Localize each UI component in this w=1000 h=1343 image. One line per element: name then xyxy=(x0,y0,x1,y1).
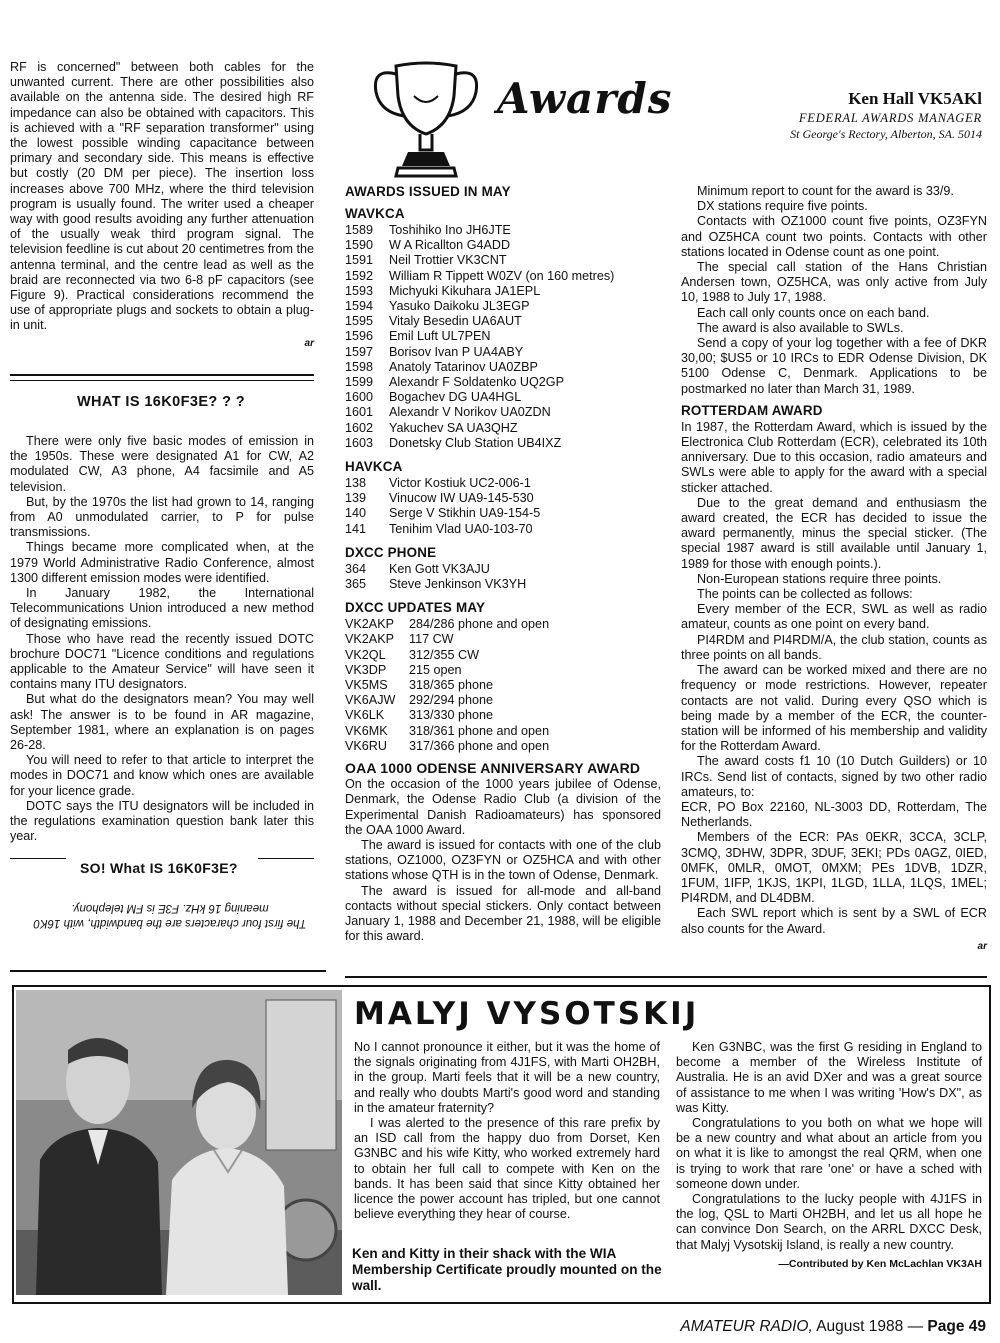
author-name: Ken Hall VK5AKl xyxy=(848,89,982,108)
list-item-value: Tenihim Vlad UA0-103-70 xyxy=(389,521,533,536)
list-item xyxy=(345,491,540,506)
list-item xyxy=(345,345,614,360)
list-item xyxy=(345,238,614,253)
list-item-key: VK2AKP xyxy=(345,617,395,632)
page-footer xyxy=(680,1318,986,1336)
list-item xyxy=(345,436,614,451)
list-item-value: Neil Trottier VK3CNT xyxy=(389,253,507,268)
list-item-key: 1591 xyxy=(345,253,374,268)
list-item-value: Alexandr V Norikov UA0ZDN xyxy=(389,405,551,420)
list-item-key: 1595 xyxy=(345,314,374,329)
list-item-key: 1592 xyxy=(345,268,374,283)
list-item-key: VK6LK xyxy=(345,708,385,723)
list-item xyxy=(345,562,526,577)
list-item-value: Toshihiko Ino JH6JTE xyxy=(389,223,511,237)
list-item xyxy=(345,708,549,723)
list-item-value: 215 open xyxy=(409,662,462,677)
list-item xyxy=(345,522,540,537)
list-item xyxy=(345,360,614,375)
list-item xyxy=(345,314,614,329)
middle-column xyxy=(345,180,661,944)
byline xyxy=(790,88,982,142)
list-item-value: 313/330 phone xyxy=(409,708,494,723)
list-item xyxy=(345,223,614,238)
paragraph: In January 1982, the International Telecommunications Union introduced a new method of designating emissions. xyxy=(10,586,314,631)
list-item-key: 1596 xyxy=(345,329,374,344)
paragraph: The special call station of the Hans Christian Andersen town, OZ5HCA, was only active from July 10, 1988 to July 17, 1988. xyxy=(681,260,987,305)
list-item-value: 318/361 phone and open xyxy=(409,723,550,738)
list-item xyxy=(345,724,549,739)
paragraph: But what do the designators mean? You may well ask! The answer is to be found in AR magazine, September 1981, where an explanation is on pages 26-28. xyxy=(10,692,314,753)
author-title: FEDERAL AWARDS MANAGER xyxy=(798,111,982,125)
list-item-key: 365 xyxy=(345,577,367,592)
paragraph: Congratulations to the lucky people with 4J1FS in the log, QSL to Marti OH2BH, and let us all hope he can convince Don Search, on the ARRL DXCC Desk, that Malyj Vysotskij Island, is really a new country. xyxy=(676,1192,982,1252)
paragraph: Congratulations to you both on what we hope will be a new country and what about an article from you on what it is like to amongst the real QRM, when one is trying to work that rare 'one' or have a sched with someone down under. xyxy=(676,1116,982,1191)
paragraph: Send a copy of your log together with a fee of DKR 30,00; $US5 or 10 IRCs to EDR Odense Division, DK 5100 Odense C, Denmark. Applications to be postmarked no later than March 31, 1989. xyxy=(681,336,987,396)
list-item-value: 312/355 CW xyxy=(409,647,480,662)
paragraph: No I cannot pronounce it either, but it was the home of the signals originating from 4J1FS, with Marti OH2BH, in the group. Marti feels that it will be a new country, and really who doubts Marti's good word and standing in the amateur fraternity? xyxy=(354,1040,660,1115)
divider xyxy=(345,976,987,978)
list-item-key: 139 xyxy=(345,491,367,506)
list-item xyxy=(345,739,549,754)
list-item-value: Steve Jenkinson VK3YH xyxy=(389,577,527,592)
paragraph: The award is also available to SWLs. xyxy=(697,320,904,335)
paragraph: Contacts with OZ1000 count five points, OZ3FYN and OZ5HCA count two points. Contacts with other stations located in Odense count as one point. xyxy=(681,214,987,259)
paragraph: But, by the 1970s the list had grown to 14, ranging from A0 unmodulated carrier, to P for pulse transmissions. xyxy=(10,494,314,540)
photo-caption: Ken and Kitty in their shack with the WIA Membership Certificate proudly mounted on the wall. xyxy=(352,1246,662,1294)
list-item xyxy=(345,506,540,521)
list-item-value: Yakuchev SA UA3QHZ xyxy=(389,420,518,435)
list-item xyxy=(345,476,540,491)
paragraph: The points can be collected as follows: xyxy=(697,587,913,602)
divider xyxy=(10,858,66,859)
dxcc-phone-list xyxy=(345,562,526,592)
issue-date: August 1988 — xyxy=(816,1318,924,1335)
paragraph: Ken G3NBC, was the first G residing in England to become a member of the Wireless Institute of Australia. He is an avid DXer and was a great source of assistance to me when I was writing 'How's DX", as was Kitty. xyxy=(676,1040,982,1115)
list-item-value: Yasuko Daikoku JL3EGP xyxy=(389,299,530,314)
paragraph: Those who have read the recently issued DOTC brochure DOC71 "Licence conditions and regulations applicable to the Amateur Service" will have seen it contains many ITU designators. xyxy=(10,631,314,692)
paragraph: Each SWL report which is sent by a SWL of ECR also counts for the Award. xyxy=(681,906,987,936)
end-mark: ar xyxy=(977,940,987,952)
list-item-value: Serge V Stikhin UA9-154-5 xyxy=(389,506,541,521)
list-item-value: 284/286 phone and open xyxy=(409,617,550,632)
list-item-value: Vinucow IW UA9-145-530 xyxy=(389,491,534,506)
page-number: Page 49 xyxy=(927,1318,986,1335)
right-column xyxy=(681,184,987,954)
list-item-key: 1597 xyxy=(345,344,374,359)
list-item-key: 1600 xyxy=(345,390,374,405)
malyj-column-1 xyxy=(354,1040,660,1222)
list-item xyxy=(345,617,549,632)
list-item-value: Emil Luft UL7PEN xyxy=(389,329,491,344)
continued-article-text: RF is concerned" between both cables for the unwanted current. There are other possibilities also available on the antenna side. The desired high RF impedance can also be obtained with capacitors. This is achieved with a "RF separation transformer" using the lowest possible winding capacitance between primary and secondary side. This means is effective but costly (20 DM per piece). The insertion loss increases above 700 MHz, where the third television program is usually found. The writer used a cheaper way with good results avoiding any further attenuation of the usually weak third program signal. The television feedline is cut about 20 centimetres from the antenna terminal, and the centre lead as well as the braid are reconnected via two 6-8 pF capacitors (see Figure 9). Practical considerations recommend the use of appropriate plugs and sockets to obtain a plug-in unit. xyxy=(10,60,314,333)
list-item-value: William R Tippett W0ZV (on 160 metres) xyxy=(389,268,615,283)
list-item-key: 1598 xyxy=(345,359,374,374)
list-item-value: 317/366 phone and open xyxy=(409,738,550,753)
list-item-key: 141 xyxy=(345,521,367,536)
list-item xyxy=(345,375,614,390)
paragraph: Things became more complicated when, at the 1979 World Administrative Radio Conference, almost 1300 different emission modes were identified. xyxy=(10,540,314,585)
paragraph: ECR, PO Box 22160, NL-3003 DD, Rotterdam, The Netherlands. xyxy=(681,799,987,830)
list-item xyxy=(345,329,614,344)
paragraph: In 1987, the Rotterdam Award, which is issued by the Electronica Club Rotterdam (ECR), celebrated its 10th anniversary. Due to this occasion, radio amateurs and SWLs were able to apply for the award with a special sticker attached. xyxy=(681,419,987,495)
list-item xyxy=(345,577,526,592)
list-item xyxy=(345,284,614,299)
havkca-list xyxy=(345,476,540,537)
list-item-key: VK2QL xyxy=(345,647,386,662)
list-item-key: 1599 xyxy=(345,375,374,390)
paragraph: You will need to refer to that article to interpret the modes in DOC71 and know which ones are available for your licence grade. xyxy=(10,753,314,798)
list-item-value: Anatoly Tatarinov UA0ZBP xyxy=(389,359,538,374)
dxcc-phone-heading: DXCC PHONE xyxy=(345,544,437,560)
list-item xyxy=(345,390,614,405)
paragraph: The award is issued for contacts with one of the club stations, OZ1000, OZ3FYN or OZ5HCA and with other stations whose QTH is in the town of Odense, Denmark. xyxy=(345,837,661,883)
list-item-value: Ken Gott VK3AJU xyxy=(389,561,490,576)
upside-down-answer: The first four characters are the bandwidth, with 16K0 meaning 16 kHz. F3E is FM telephony. xyxy=(33,902,307,929)
author-address: St George's Rectory, Alberton, SA. 5014 xyxy=(790,127,982,141)
list-item-key: VK6MK xyxy=(345,723,388,738)
awards-title: Awards xyxy=(497,74,673,123)
list-item-key: VK2AKP xyxy=(345,632,395,647)
list-item-value: Vitaly Besedin UA6AUT xyxy=(389,314,522,329)
list-item-value: Donetsky Club Station UB4IXZ xyxy=(389,435,562,450)
list-item-key: VK6AJW xyxy=(345,693,396,708)
list-item-value: 318/365 phone xyxy=(409,678,494,693)
paragraph: Each call only counts once on each band. xyxy=(697,305,930,320)
list-item-key: 1589 xyxy=(345,223,374,237)
list-item xyxy=(345,253,614,268)
list-item xyxy=(345,632,549,647)
list-item-value: 117 CW xyxy=(409,632,454,647)
divider xyxy=(10,970,326,972)
list-item-key: 1603 xyxy=(345,435,374,450)
list-item-key: 140 xyxy=(345,506,367,521)
list-item-key: 138 xyxy=(345,476,367,491)
dxcc-updates-heading: DXCC UPDATES MAY xyxy=(345,600,486,616)
list-item-key: 1594 xyxy=(345,299,374,314)
end-mark: ar xyxy=(304,337,314,349)
list-item xyxy=(345,693,549,708)
paragraph: Members of the ECR: PAs 0EKR, 3CCA, 3CLP, 3CMQ, 3DHW, 3DPR, 3DUF, 3EKI; PDs 0AGZ, 0IED, 0MFK, 0MLR, 0MOT, 0MXM; PEs 1DVB, 1DZR, 1FUM, 1IFP, 1KJS, 1KPI, 1LGD, 1LLA, 1LQS, 1MEL; PI4RDM, and DL4DBM. xyxy=(681,830,987,906)
wavkca-heading: WAVKCA xyxy=(345,206,405,221)
paragraph: The award costs f1 10 (10 Dutch Guilders) or 10 IRCs. Send list of contacts, signed by two other radio amateurs, to: xyxy=(681,754,987,799)
paragraph: Minimum report to count for the award is 33/9. xyxy=(697,184,954,198)
paragraph: On the occasion of the 1000 years jubilee of Odense, Denmark, the Odense Radio Club (a division of the Experimental Danish Radioamateurs) has sponsored the OAA 1000 Award. xyxy=(345,777,661,837)
list-item xyxy=(345,678,549,693)
paragraph: I was alerted to the presence of this rare prefix by an ISD call from the happy duo from Dorset, Ken G3NBC and his wife Kitty, who worked extremely hard to obtain her full call to compete with Ken on the bands. It has been said that since Kitty obtained her licence the power account has tripled, but one cannot believe everything they hear of course. xyxy=(354,1116,660,1222)
list-item xyxy=(345,405,614,420)
paragraph: The award can be worked mixed and there are no frequency or mode restrictions. However, repeater contacts are not valid. During every QSO which is being made by a member of the ECR, the counter-station will be informed of his membership and validity for the Rotterdam Award. xyxy=(681,663,987,754)
list-item-key: 1601 xyxy=(345,405,374,420)
list-item-key: 1602 xyxy=(345,420,374,435)
photo-ken-and-kitty xyxy=(16,990,342,1295)
list-item-value: Alexandr F Soldatenko UQ2GP xyxy=(389,375,565,390)
list-item xyxy=(345,663,549,678)
malyj-column-2 xyxy=(676,1040,982,1272)
divider xyxy=(10,374,314,376)
malyj-title: MALYJ VYSOTSKIJ xyxy=(354,996,700,1032)
contributor: —Contributed by Ken McLachlan VK3AH xyxy=(778,1257,982,1270)
paragraph: Every member of the ECR, SWL as well as radio amateur, counts as one point on every band. xyxy=(681,602,987,632)
paragraph: The award is issued for all-mode and all-band contacts without special stickers. Only contact between January 1, 1988 and December 21, 1988, will be eligible for this award. xyxy=(345,883,661,944)
publication-name: AMATEUR RADIO, xyxy=(680,1318,813,1335)
list-item-value: Borisov Ivan P UA4ABY xyxy=(389,344,524,359)
paragraph: Due to the great demand and enthusiasm the award created, the ECR has decided to issue the award permanently, minus the special sticker. (The special 1987 award is still available until January 1, 1989 for those with enough points.). xyxy=(681,495,987,571)
paragraph: DX stations require five points. xyxy=(697,199,868,214)
list-item-key: 364 xyxy=(345,561,367,576)
divider xyxy=(258,858,314,859)
list-item xyxy=(345,648,549,663)
left-column xyxy=(10,60,314,351)
list-item-key: VK3DP xyxy=(345,662,387,677)
list-item-value: Bogachev DG UA4HGL xyxy=(389,390,522,405)
list-item-key: VK5MS xyxy=(345,678,388,693)
havkca-heading: HAVKCA xyxy=(345,459,403,475)
oaa-heading: OAA 1000 ODENSE ANNIVERSARY AWARD xyxy=(345,760,641,777)
list-item-key: 1590 xyxy=(345,238,374,253)
so-heading: SO! What IS 16K0F3E? xyxy=(80,860,238,876)
list-item xyxy=(345,299,614,314)
list-item-value: 292/294 phone xyxy=(409,693,494,708)
what-is-article xyxy=(10,434,314,844)
dxcc-updates-list xyxy=(345,617,549,754)
issued-heading: AWARDS ISSUED IN MAY xyxy=(345,184,511,199)
paragraph: PI4RDM and PI4RDM/A, the club station, counts as three points on all bands. xyxy=(681,632,987,662)
list-item-value: W A Ricallton G4ADD xyxy=(389,238,511,253)
trophy-icon xyxy=(368,56,484,188)
what-is-heading: WHAT IS 16K0F3E? ? ? xyxy=(76,394,246,410)
paragraph: DOTC says the ITU designators will be included in the regulations examination question bank later this year. xyxy=(10,798,314,844)
list-item-value: Michyuki Kikuhara JA1EPL xyxy=(389,283,541,298)
paragraph: There were only five basic modes of emission in the 1950s. These were designated A1 for CW, A2 modulated CW, A3 phone, A4 facsimile and A5 television. xyxy=(10,434,314,494)
rotterdam-heading: ROTTERDAM AWARD xyxy=(681,402,823,418)
list-item-key: VK6RU xyxy=(345,738,387,753)
paragraph: Non-European stations require three points. xyxy=(697,571,942,586)
divider xyxy=(10,380,314,381)
wavkca-list xyxy=(345,223,614,451)
list-item xyxy=(345,269,614,284)
list-item xyxy=(345,421,614,436)
list-item-value: Victor Kostiuk UC2-006-1 xyxy=(389,476,531,491)
list-item-key: 1593 xyxy=(345,283,374,298)
